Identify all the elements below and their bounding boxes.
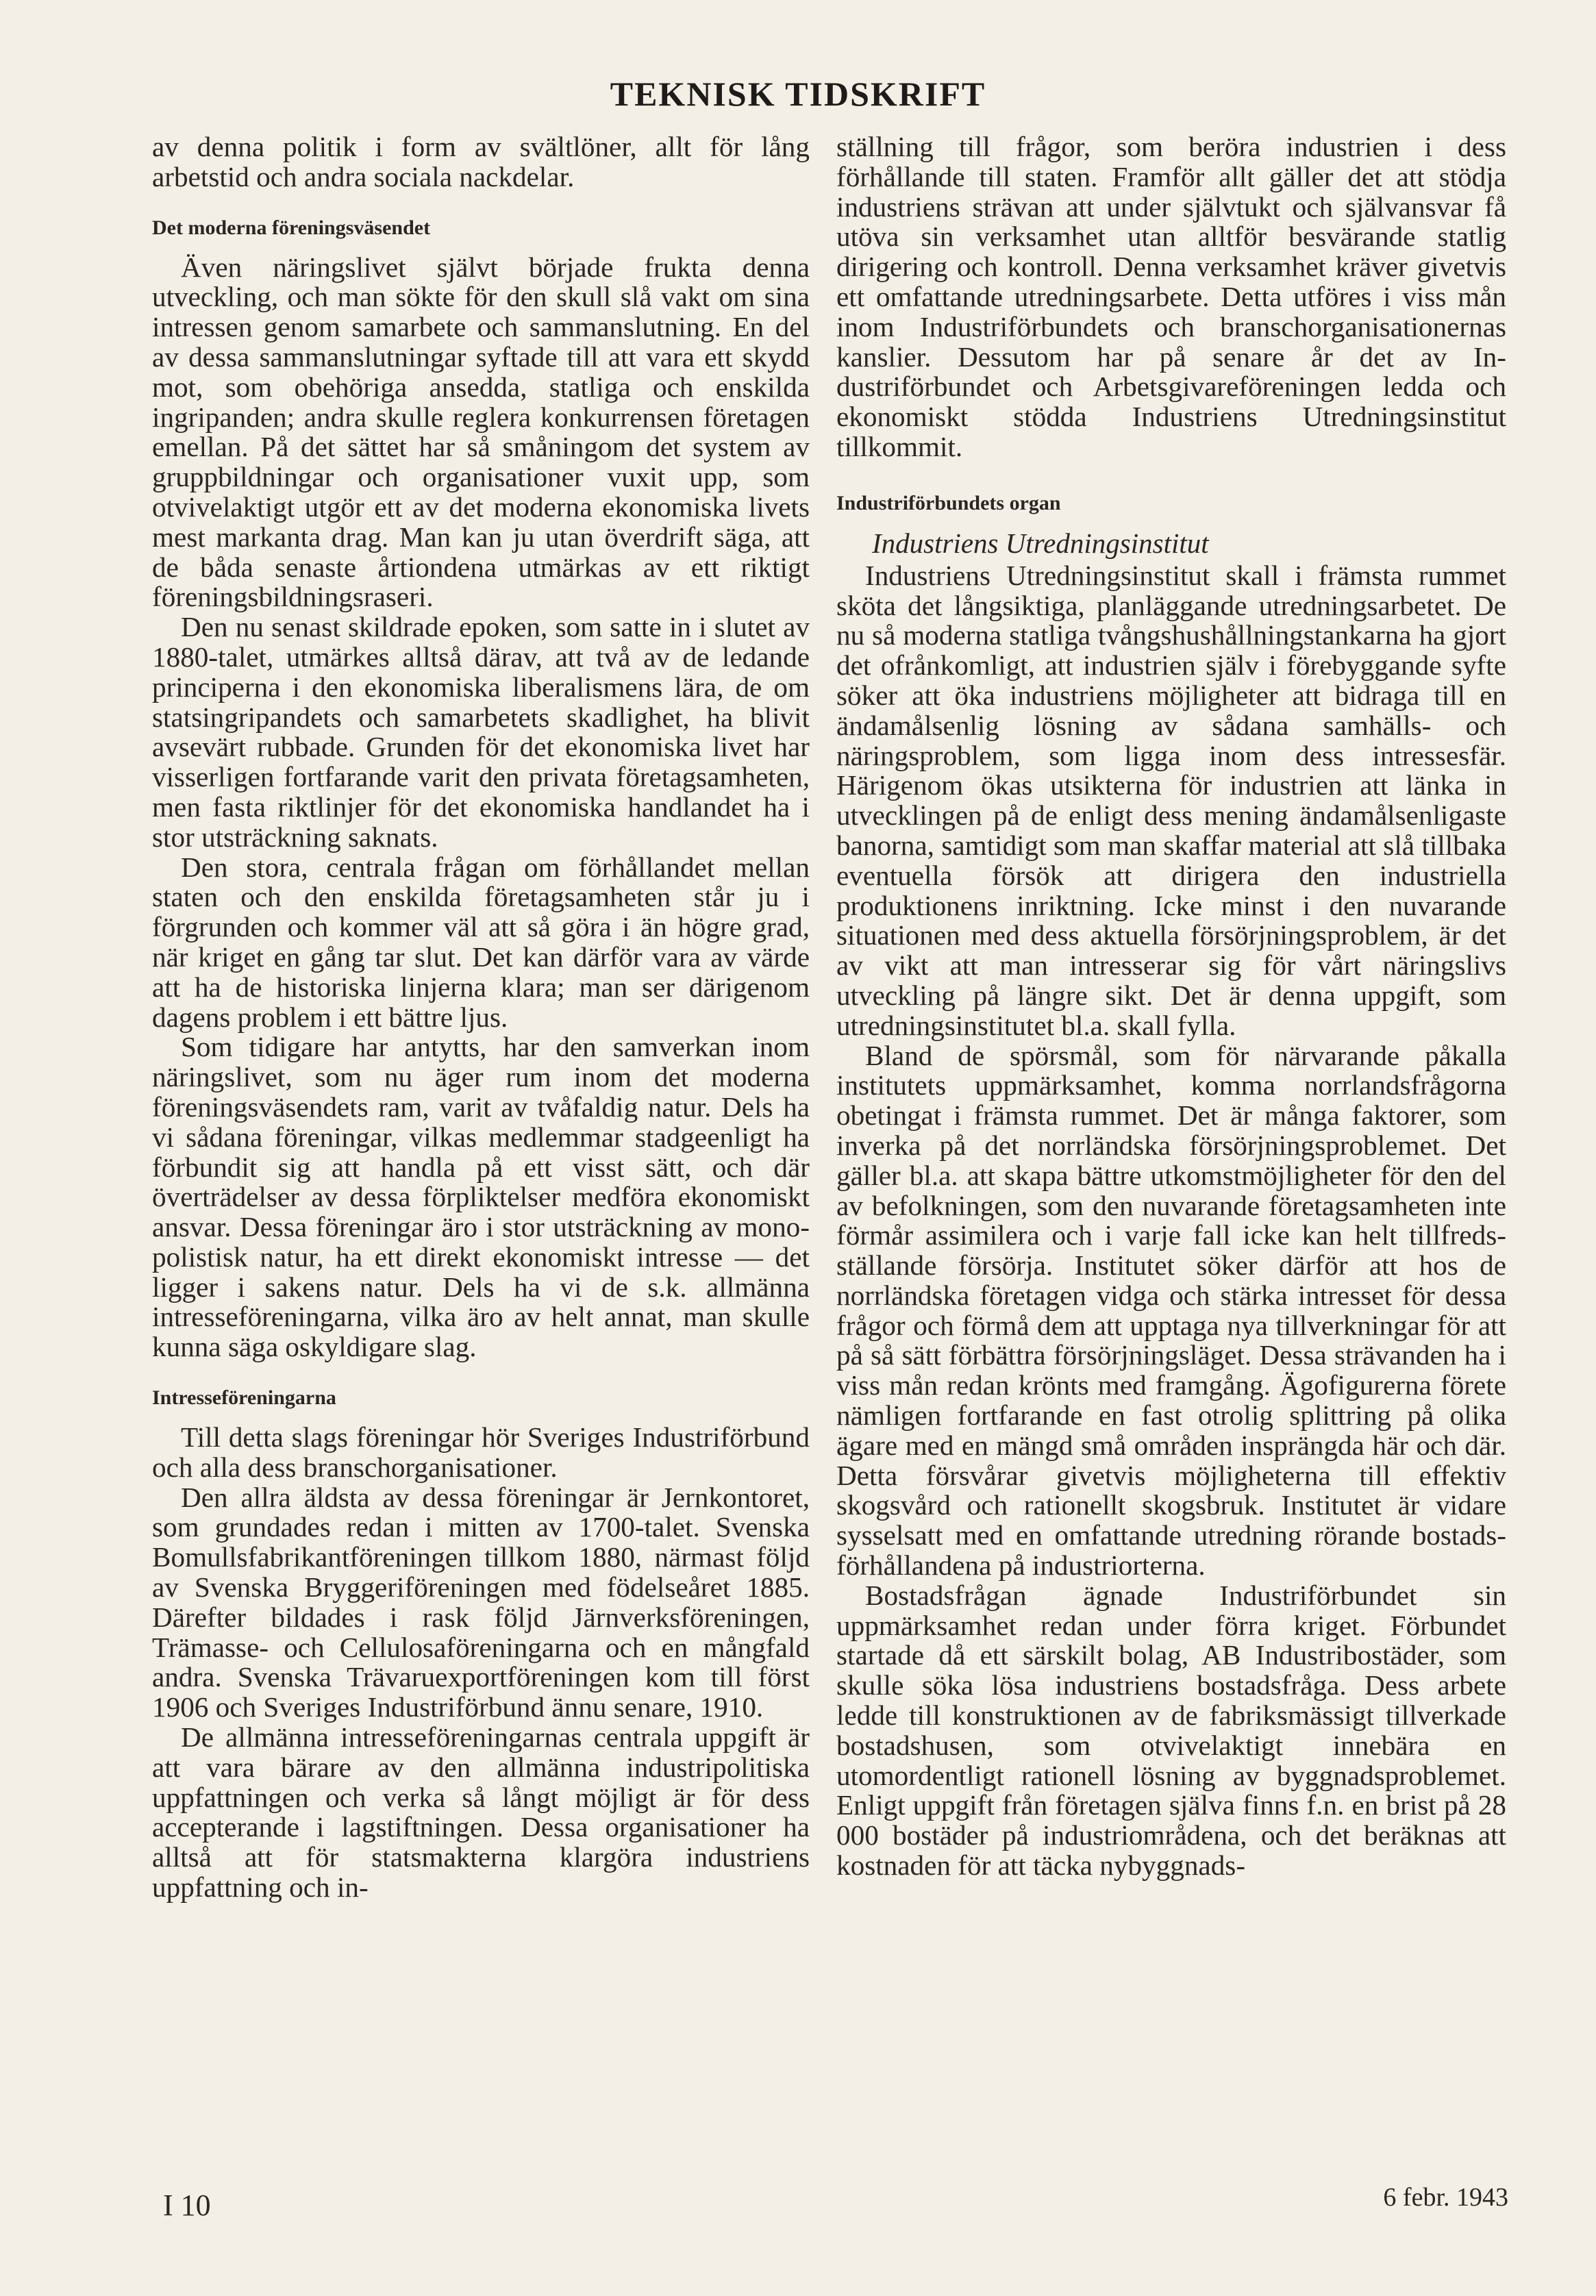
left-paragraph-0: av denna politik i form av svältlöner, allt för lång arbetstid och andra sociala nackdelar. <box>152 131 810 192</box>
section-heading-industriforbundets-organ: Industriförbundets organ <box>836 491 1061 514</box>
left-paragraph-5: Till detta slags föreningar hör Sveriges Industriförbund och alla dess branschorganisationer. <box>152 1421 810 1483</box>
right-column <box>836 132 1506 1881</box>
left-paragraph-4: Som tidigare har antytts, har den samverkan inom näringslivet, som nu äger rum inom det moderna föreningsväsendets ram, varit av tvåfaldig natur. Dels ha vi sådana föreningar, vilkas medlemmar stadgeenligt ha förbundit sig att handla på ett visst sätt, och där överträdelser av dessa förpliktelser medföra ekonomiskt ansvar. Dessa föreningar äro i stor utsträckning av monopolistisk natur, ha ett direkt ekonomiskt intresse — det ligger i sakens natur. Dels ha vi de s.k. allmänna intresseföreningarna, vilka äro av helt annat, man skulle kunna säga oskyldigare slag. <box>152 1031 810 1363</box>
right-paragraph-1: Industriens Utredningsinstitut skall i främsta rummet sköta det långsiktiga, planläggande utredningsarbetet. De nu så moderna statliga tvångshushållningstankarna ha gjort det ofrånkomligt, att industrien själv i förebyggande syfte söker att öka industriens möjligheter att bidraga till en ändamålsenlig lösning av sådana samhälls- och näringsproblem, som ligga inom dess intressesfär. Härigenom ökas utsikterna för industrien att länka in utvecklingen på de enligt dess mening ändamålsenligaste banorna, samtidigt som man skaffar material att slå tillbaka eventuella försök att dirigera den industriella produktionens inriktning. Icke minst i den nuvarande situationen med dess aktuella försörjningsproblem, är det av vikt att man intresserar sig för vårt näringslivs utveckling på längre sikt. Det är denna uppgift, som utredningsinstitutet bl.a. skall fylla. <box>836 559 1506 1041</box>
right-paragraph-2: Bland de spörsmål, som för närvarande påkalla institutets uppmärksamhet, komma norrlandsfrågorna obetingat i främsta rummet. Det är många faktorer, som inverka på det norrländska försörjningsproblemet. Det gäller bl.a. att skapa bättre utkomstmöjligheter för den del av befolkningen, som den nuvarande företagsamheten inte förmår assimilera och i varje fall icke kan helt tillfredsställande försörja. Institutet söker därför att hos de norrländska företagen vidga och stärka intresset för dessa frågor och förmå dem att upptaga nya tillverkningar för att på så sätt förbättra försörjningsläget. Dessa strävanden ha i viss mån redan krönts med framgång. Ägofigurerna förete nämligen fortfarande en fast otrolig splittring på olika ägare med en mängd små områden insprängda här och där. Detta försvårar givetvis möjligheterna till effektiv skogsvård och rationellt skogsbruk. Institutet är vidare sysselsatt med en omfattande utredning rörande bostadsförhållandena på industriorterna. <box>836 1039 1506 1582</box>
left-paragraph-7: De allmänna intresseföreningarnas centrala uppgift är att vara bärare av den allmänna industripolitiska uppfattningen och verka så långt möjligt är för dess accepterande i lagstiftningen. Dessa organisationer ha alltså att för statsmakterna klargöra industriens uppfattning och in- <box>152 1721 810 1904</box>
subsection-heading-utredningsinstitut: Industriens Utredningsinstitut <box>872 527 1209 559</box>
section-heading-intresseforeningarna: Intresseföreningarna <box>152 1386 336 1410</box>
left-paragraph-1: Även näringslivet självt började frukta denna utveckling, och man sökte för den skull slå vakt om sina intressen genom samarbete och sammanslutning. En del av dessa sammanslutningar syftade till att vara ett skydd mot, som obehöriga ansedda, statliga och enskilda ingripanden; andra skulle reglera konkurrensen företagen emellan. På det sättet har så småningom det system av gruppbildningar och organisationer vuxit upp, som otvivelaktigt utgör ett av det moderna ekonomiska livets mest markanta drag. Man kan ju utan överdrift säga, att de båda senaste årtiondena utmärkas av ett riktigt föreningsbildningsraseri. <box>152 251 810 613</box>
left-paragraph-2: Den nu senast skildrade epoken, som satte in i slutet av 1880-talet, utmärkes alltså därav, att två av de ledande principerna i den ekonomiska liberalismens lära, de om statsingripandets och samarbetets skadlighet, ha blivit avsevärt rubbade. Grunden för det ekonomiska livet har visserligen fortfarande varit den privata företagsamheten, men fasta riktlinjer för det ekonomiska handlandet ha i stor utsträckning saknats. <box>152 611 810 853</box>
right-paragraph-3: Bostadsfrågan ägnade Industriförbundet sin uppmärksamhet redan under förra kriget. Förbundet startade då ett särskilt bolag, AB Industribostäder, som skulle söka lösa industriens bostadsfråga. Dess arbete ledde till konstruktionen av de fabriksmässigt tillverkade bostadshusen, som otvivelaktigt innebära en utomordentligt rationell lösning av byggnadsproblemet. Enligt uppgift från företagen själva finns f.n. en brist på 28 000 bostäder på industriområdena, och det beräknas att kostnaden för att täcka nybyggnads- <box>836 1579 1506 1882</box>
journal-title: TEKNISK TIDSKRIFT <box>610 75 986 113</box>
section-heading-foreningsvasendet: Det moderna föreningsväsendet <box>152 216 431 239</box>
issue-date: 6 febr. 1943 <box>1383 2183 1508 2212</box>
left-column <box>152 132 810 1903</box>
left-paragraph-3: Den stora, centrala frågan om förhållandet mellan staten och den enskilda företagsamheten står ju i förgrunden och kommer väl att så göra i än högre grad, när kriget en gång tar slut. Det kan därför vara av värde att ha de historiska linjerna klara; man ser därigenom dagens problem i ett bättre ljus. <box>152 851 810 1033</box>
right-paragraph-0: ställning till frågor, som beröra industrien i dess förhållande till staten. Framför allt gäller det att stödja industriens strävan att under självtukt och självansvar få utöva sin verksamhet utan alltför besvärande statlig dirigering och kontroll. Denna verksamhet kräver givetvis ett omfattande utredningsarbete. Detta utföres i viss mån inom Industriförbundets och branschorganisationernas kanslier. Dessutom har på senare år det av Industriförbundet och Arbetsgivareföreningen ledda och ekonomiskt stödda Industriens Utredningsinstitut tillkommit. <box>836 131 1506 462</box>
left-paragraph-6: Den allra äldsta av dessa föreningar är Jernkontoret, som grundades redan i mitten av 1700-talet. Svenska Bomullsfabrikantföreningen tillkom 1880, närmast följd av Svenska Bryggeriföreningen med födelseåret 1885. Därefter bildades i rask följd Järnverksföreningen, Trämasse- och Cellulosaföreningarna och en mångfald andra. Svenska Trävaruexportföreningen kom till först 1906 och Sveriges Industriförbund ännu senare, 1910. <box>152 1481 810 1723</box>
page-number: I 10 <box>163 2188 211 2222</box>
